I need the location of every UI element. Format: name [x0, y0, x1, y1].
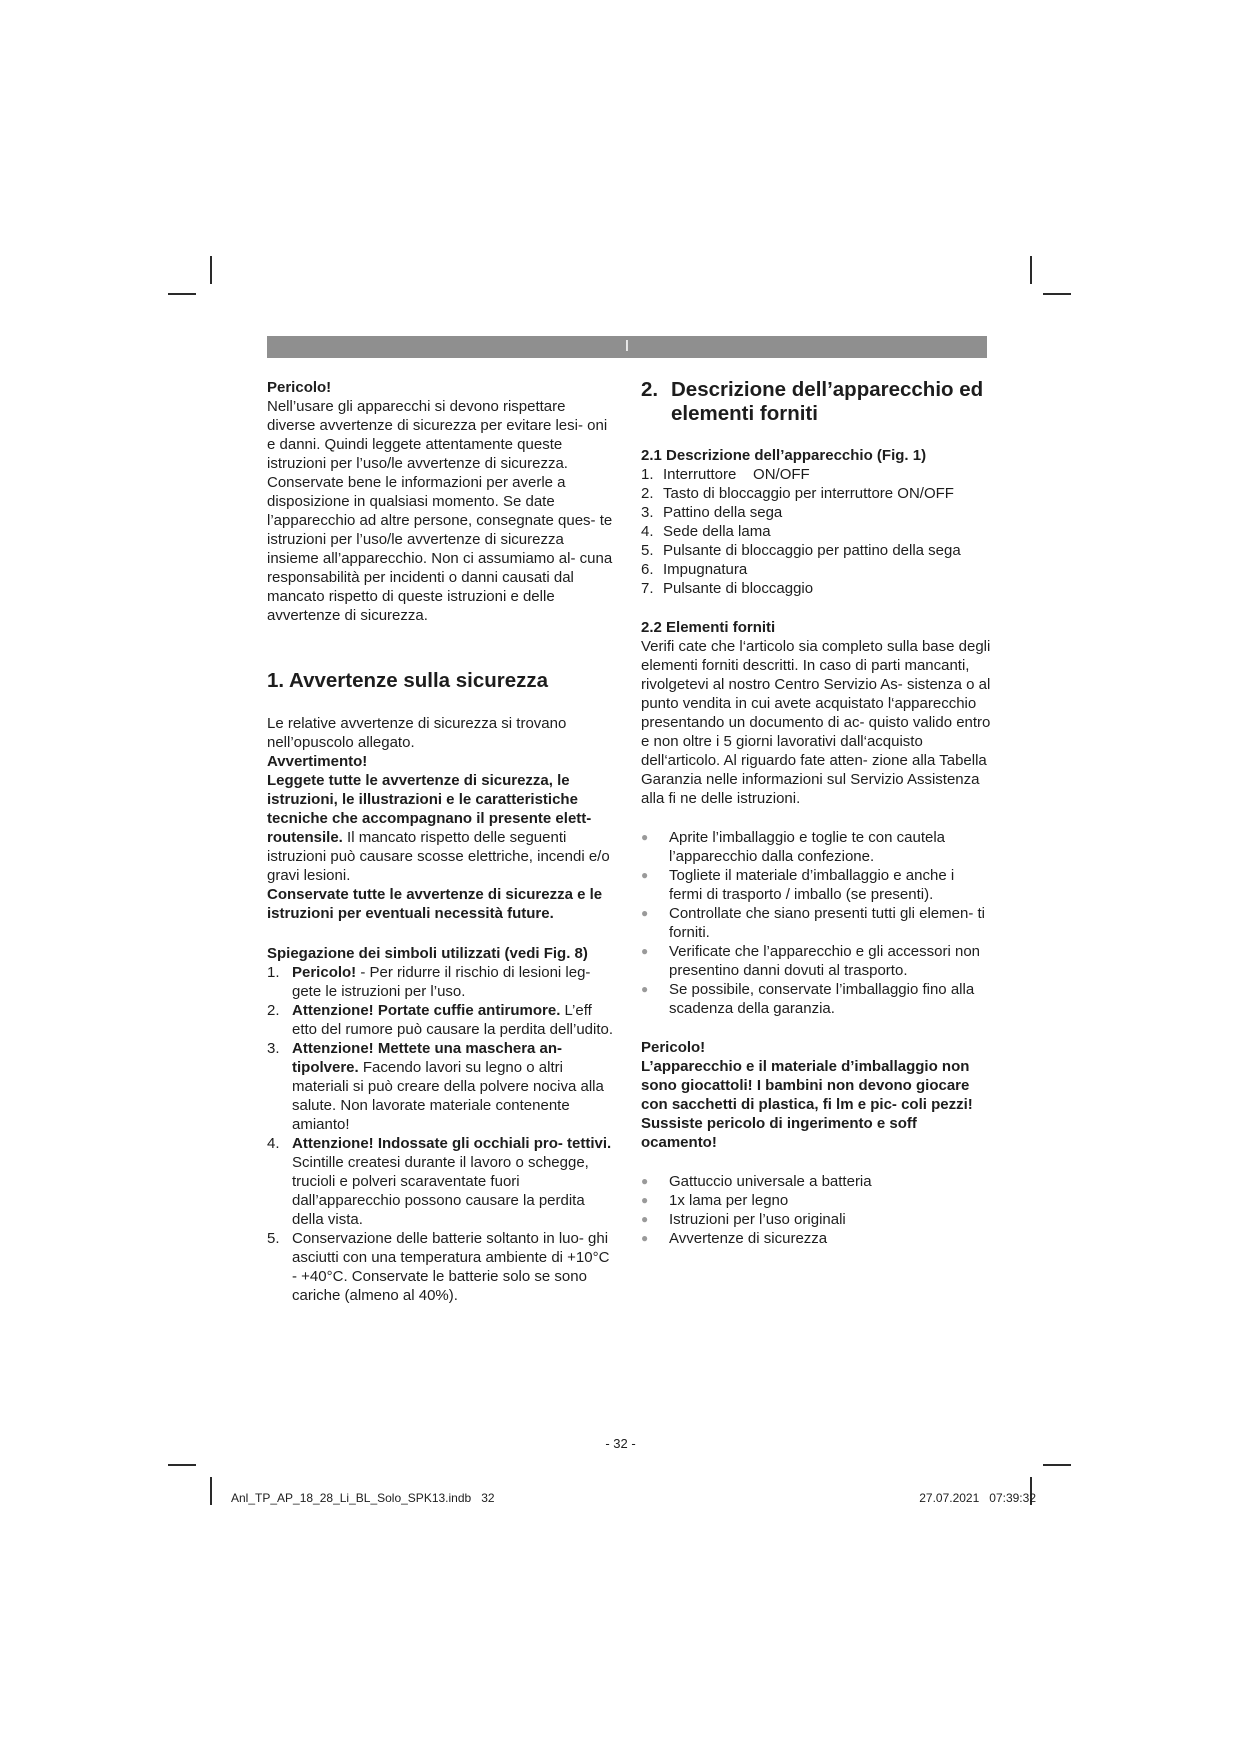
symbol-item — [267, 1001, 617, 1039]
bullet-icon: ● — [641, 1193, 649, 1207]
subsection-2-1-title: 2.1 Descrizione dell’apparecchio (Fig. 1) — [641, 447, 927, 464]
symbol-item — [267, 1134, 617, 1229]
part-number: 5. — [641, 542, 654, 559]
part-label: Pulsante di bloccaggio — [663, 580, 814, 597]
symbol-text: Scintille createsi durante il lavoro o schegge, trucioli e polveri scaraventate fuori dall’apparecchio possono causare la perdita della vista. — [292, 1154, 589, 1228]
part-label: Interruttore ON/OFF — [663, 466, 810, 483]
part-item — [641, 579, 991, 598]
danger-2-title: Pericolo! — [641, 1039, 706, 1056]
part-number: 2. — [641, 485, 654, 502]
page-number: - 32 - — [605, 1436, 636, 1451]
list-item — [641, 1172, 991, 1191]
right-column — [641, 378, 991, 1248]
bullet-icon: ● — [641, 1174, 649, 1188]
language-tab-label: I — [624, 338, 630, 355]
part-number: 7. — [641, 580, 654, 597]
part-label: Pulsante di bloccaggio per pattino della sega — [663, 542, 961, 559]
bullet-icon: ● — [641, 868, 649, 882]
bullet-icon: ● — [641, 906, 649, 920]
bullet-icon: ● — [641, 830, 649, 844]
part-label: Sede della lama — [663, 523, 771, 540]
warning-bold-text: Leggete tutte le avvertenze di sicurezza, le istruzioni, le illustrazioni e le caratteristiche tecniche che accompagnano il presente elett- routensile. — [267, 772, 592, 846]
section-2-heading — [641, 378, 991, 426]
symbols-list — [267, 963, 617, 1305]
part-item — [641, 522, 991, 541]
list-item-text: Avvertenze di sicurezza — [669, 1230, 828, 1247]
part-label: Pattino della sega — [663, 504, 783, 521]
danger-2-text: L’apparecchio e il materiale d’imballaggio non sono giocattoli! I bambini non devono giocare con sacchetti di plastica, fi lm e pic- coli pezzi! Sussiste pericolo di ingerimento e soff ocamento! — [641, 1058, 973, 1151]
symbol-text: - Per ridurre il rischio di lesioni leg- gete le istruzioni per l’uso. — [292, 964, 591, 1000]
crop-mark — [1043, 293, 1071, 295]
warning-text: Il mancato rispetto delle seguenti istruzioni può causare scosse elettriche, incendi e/o gravi lesioni. — [267, 829, 610, 884]
part-number: 6. — [641, 561, 654, 578]
part-label: Impugnatura — [663, 561, 748, 578]
symbol-number: 3. — [267, 1040, 280, 1057]
symbol-text: Conservazione delle batterie soltanto in luo- ghi asciutti con una temperatura ambiente di +10°C - +40°C. Conservate le batterie solo se sono cariche (almeno al 40%). — [292, 1230, 610, 1304]
crop-mark — [210, 256, 212, 284]
list-item-text: Togliete il materiale d’imballaggio e anche i fermi di trasporto / imballo (se presenti). — [669, 867, 955, 903]
crop-mark — [168, 293, 196, 295]
symbols-title: Spiegazione dei simboli utilizzati (vedi Fig. 8) — [267, 945, 588, 962]
list-item-text: Verificate che l’apparecchio e gli accessori non presentino danni dovuti al trasporto. — [669, 943, 981, 979]
symbol-number: 2. — [267, 1002, 280, 1019]
list-item — [641, 980, 991, 1018]
symbol-text: L’eff etto del rumore può causare la perdita dell’udito. — [292, 1002, 614, 1038]
crop-mark — [1030, 256, 1032, 284]
section-1-title: 1. Avvertenze sulla sicurezza — [267, 669, 549, 692]
part-label: Tasto di bloccaggio per interruttore ON/OFF — [663, 485, 954, 502]
list-item — [641, 942, 991, 980]
symbol-text: Facendo lavori su legno o altri materiali si può creare della polvere nociva alla salute. Non lavorate materiale contenente amianto! — [292, 1059, 604, 1133]
warning-paragraph — [267, 771, 617, 885]
section-2-number: 2. — [641, 378, 659, 401]
list-item — [641, 1191, 991, 1210]
crop-mark — [1043, 1464, 1071, 1466]
danger-title: Pericolo! — [267, 379, 332, 396]
symbol-item — [267, 963, 617, 1001]
part-item — [641, 484, 991, 503]
language-header-bar — [267, 336, 987, 358]
list-item — [641, 1210, 991, 1229]
symbol-bold: Attenzione! Mettete una maschera an- tipolvere. — [292, 1040, 563, 1076]
bullet-icon: ● — [641, 982, 649, 996]
list-item — [641, 828, 991, 866]
symbol-item — [267, 1039, 617, 1134]
part-item — [641, 465, 991, 484]
parts-list — [641, 465, 991, 598]
contents-list — [641, 1172, 991, 1248]
part-number: 1. — [641, 466, 654, 483]
part-number: 3. — [641, 504, 654, 521]
part-item — [641, 541, 991, 560]
danger-text: Nell’usare gli apparecchi si devono rispettare diverse avvertenze di sicurezza per evitare lesi- oni e danni. Quindi leggete attentamente queste istruzioni per l’uso/le avvertenze di sicurezza. Conservate bene le informazioni per averle a disposizione in qualsiasi momento. Se date l’apparecchio ad altre persone, consegnate ques- te istruzioni per l’uso/le avvertenze di sicurezza insieme all’apparecchio. Non ci assumiamo al- cuna responsabilità per incidenti o danni causati dal mancato rispetto di queste istruzioni e delle avvertenze di sicurezza. — [267, 398, 613, 624]
part-item — [641, 503, 991, 522]
part-number: 4. — [641, 523, 654, 540]
symbol-bold: Attenzione! Portate cuffie antirumore. — [292, 1002, 561, 1019]
list-item-text: Gattuccio universale a batteria — [669, 1173, 872, 1190]
unpack-steps-list — [641, 828, 991, 1018]
section-1-intro: Le relative avvertenze di sicurezza si trovano nell’opuscolo allegato. — [267, 715, 567, 751]
footer-file-name: Anl_TP_AP_18_28_Li_BL_Solo_SPK13.indb 32 — [231, 1491, 495, 1505]
symbol-bold: Pericolo! — [292, 964, 357, 981]
symbol-number: 1. — [267, 964, 280, 981]
list-item — [641, 1229, 991, 1248]
list-item-text: Se possibile, conservate l’imballaggio fino alla scadenza della garanzia. — [669, 981, 975, 1017]
subsection-2-2-title: 2.2 Elementi forniti — [641, 619, 776, 636]
list-item — [641, 904, 991, 942]
list-item-text: Controllate che siano presenti tutti gli elemen- ti forniti. — [669, 905, 985, 941]
symbol-item — [267, 1229, 617, 1305]
crop-mark — [168, 1464, 196, 1466]
warning-title: Avvertimento! — [267, 753, 368, 770]
symbol-number: 4. — [267, 1135, 280, 1152]
part-item — [641, 560, 991, 579]
bullet-icon: ● — [641, 1212, 649, 1226]
bullet-icon: ● — [641, 1231, 649, 1245]
crop-mark — [210, 1477, 212, 1505]
symbol-bold: Attenzione! Indossate gli occhiali pro- tettivi. — [292, 1135, 612, 1152]
list-item-text: 1x lama per legno — [669, 1192, 789, 1209]
list-item-text: Istruzioni per l’uso originali — [669, 1211, 846, 1228]
left-column — [267, 378, 617, 1305]
subsection-2-2-text: Verifi cate che l‘articolo sia completo sulla base degli elementi forniti descritti. In caso di parti mancanti, rivolgetevi al nostro Centro Servizio As- sistenza o al punto vendita in cui avete acquistato l‘apparecchio presentando un documento di ac- quisto valido entro e non oltre i 5 giorni lavorativi dall‘acquisto dell‘articolo. Al riguardo fate atten- zione alla Tabella Garanzia nelle informazioni sul Servizio Assistenza alla fi ne delle istruzioni. — [641, 638, 991, 807]
list-item-text: Aprite l’imballaggio e toglie te con cautela l’apparecchio dalla confezione. — [669, 829, 945, 865]
footer-timestamp: 27.07.2021 07:39:32 — [919, 1491, 1036, 1505]
bullet-icon: ● — [641, 944, 649, 958]
section-2-title: Descrizione dell’apparecchio ed elementi forniti — [671, 378, 984, 425]
keep-instructions-text: Conservate tutte le avvertenze di sicurezza e le istruzioni per eventuali necessità future. — [267, 886, 603, 922]
symbol-number: 5. — [267, 1230, 280, 1247]
list-item — [641, 866, 991, 904]
